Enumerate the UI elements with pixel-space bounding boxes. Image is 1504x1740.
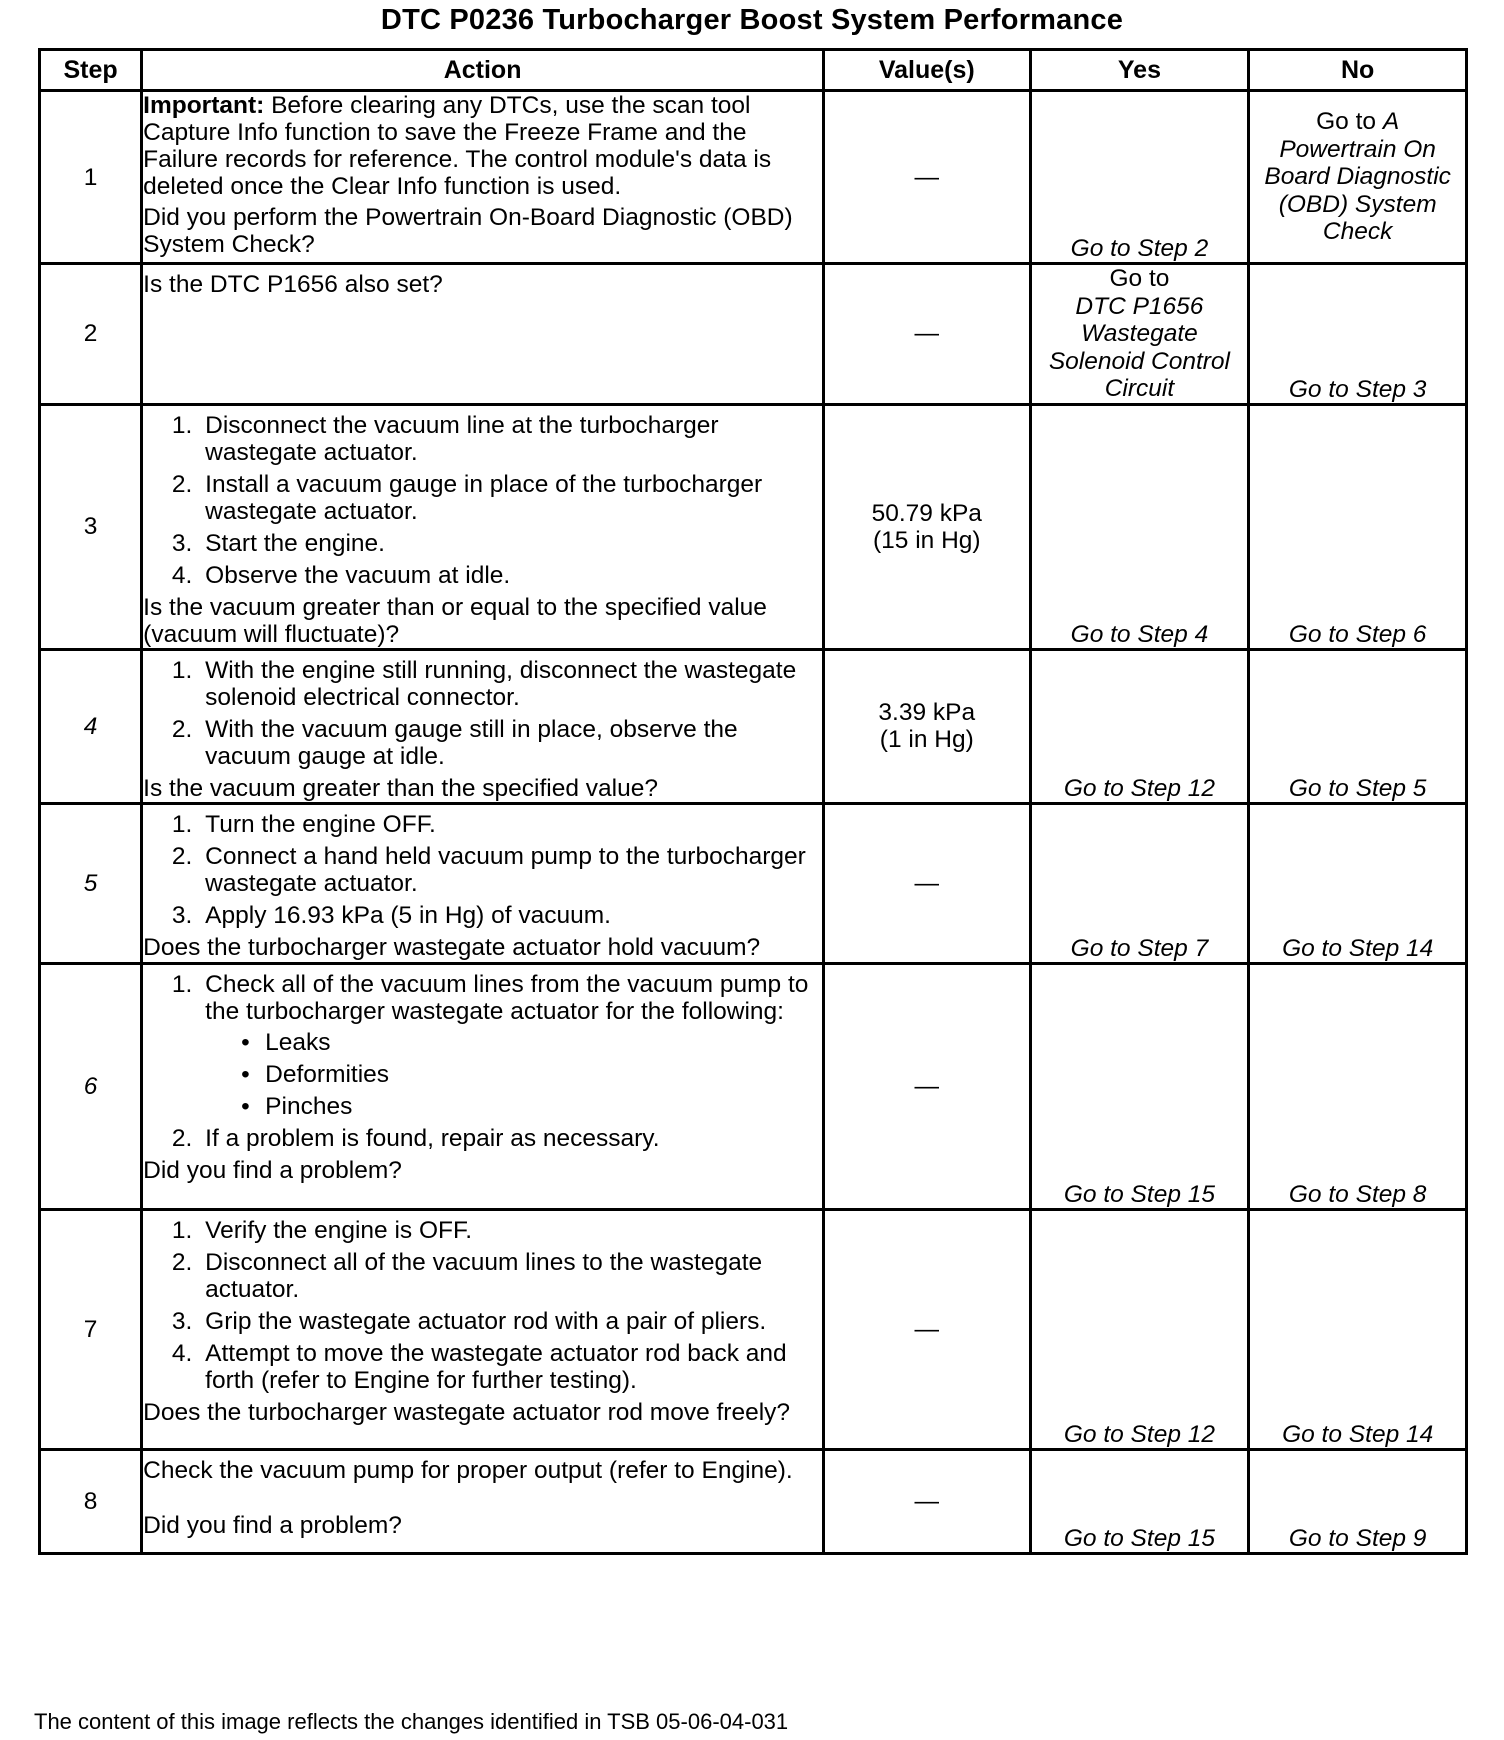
yes-cell[interactable] — [1030, 803, 1249, 963]
no-cell[interactable] — [1249, 1449, 1467, 1553]
substep-list — [143, 1217, 822, 1394]
action-cell — [142, 1449, 824, 1553]
substep-list — [143, 971, 822, 1152]
step-number: 6 — [40, 963, 142, 1209]
value-cell: — — [824, 264, 1031, 405]
substep: 4. Attempt to move the wastegate actuator rod back and forth (refer to Engine for further testing). — [199, 1340, 822, 1394]
substep: 3. Apply 16.93 kPa (5 in Hg) of vacuum. — [199, 902, 822, 929]
step-number: 3 — [40, 404, 142, 649]
yes-prefix: Go to — [1109, 265, 1170, 292]
yes-cell[interactable] — [1030, 1449, 1249, 1553]
value-cell: — — [824, 803, 1031, 963]
yes-cell[interactable] — [1030, 264, 1249, 405]
yes-link[interactable]: Go to Step 15 — [1063, 1180, 1216, 1208]
no-cell[interactable] — [1249, 264, 1467, 405]
header-step: Step — [40, 50, 142, 91]
no-prefix: Go to — [1316, 108, 1383, 136]
table-row-step-4 — [40, 649, 1467, 803]
table-header-row — [40, 50, 1467, 91]
yes-link[interactable]: Go to Step 2 — [1070, 235, 1209, 262]
page-title: DTC P0236 Turbocharger Boost System Performance — [380, 4, 1124, 36]
action-cell — [142, 404, 824, 649]
value-imperial: (15 in Hg) — [872, 526, 981, 554]
value-cell — [824, 649, 1031, 803]
substep: 1. Disconnect the vacuum line at the turbocharger wastegate actuator. — [199, 412, 822, 466]
action-question: Does the turbocharger wastegate actuator hold vacuum? — [143, 933, 761, 961]
yes-link[interactable]: Go to Step 12 — [1063, 774, 1216, 802]
value-cell: — — [824, 963, 1031, 1209]
substep-list — [143, 412, 822, 589]
substep — [199, 971, 822, 1120]
no-cell[interactable] — [1249, 649, 1467, 803]
no-link[interactable] — [1250, 108, 1465, 246]
table-row-step-6 — [40, 963, 1467, 1209]
substep-text: Check all of the vacuum lines from the vacuum pump to the turbocharger wastegate actuator for the following: — [205, 970, 809, 1025]
yes-link[interactable]: Go to Step 15 — [1063, 1524, 1216, 1552]
action-instruction: Check the vacuum pump for proper output (refer to Engine). — [143, 1456, 793, 1484]
header-yes: Yes — [1030, 50, 1249, 91]
diagnostic-table — [38, 48, 1468, 1555]
table-row-step-8 — [40, 1449, 1467, 1553]
important-note — [143, 92, 822, 200]
header-no: No — [1249, 50, 1467, 91]
bullet-item: • Pinches — [241, 1093, 822, 1120]
action-question: Is the vacuum greater than or equal to the specified value (vacuum will fluctuate)? — [143, 593, 767, 648]
value-imperial: (1 in Hg) — [879, 726, 974, 753]
no-cell[interactable] — [1249, 803, 1467, 963]
no-link[interactable]: Go to Step 3 — [1288, 375, 1427, 403]
value-cell: — — [824, 1449, 1031, 1553]
substep: 1. With the engine still running, disconnect the wastegate solenoid electrical connector. — [199, 657, 822, 711]
important-text: Before clearing any DTCs, use the scan tool Capture Info function to save the Freeze Frame and the Failure records for reference. The control module's data is deleted once the Clear Info function is used. — [143, 92, 772, 200]
no-cell[interactable] — [1249, 963, 1467, 1209]
action-question: Is the DTC P1656 also set? — [143, 271, 443, 298]
yes-link[interactable]: DTC P1656 Wastegate Solenoid Control Circuit — [1048, 292, 1230, 402]
header-action: Action — [142, 50, 824, 91]
substep: 2. Install a vacuum gauge in place of the turbocharger wastegate actuator. — [199, 471, 822, 525]
table-row-step-5 — [40, 803, 1467, 963]
substep: 2. If a problem is found, repair as necessary. — [199, 1125, 822, 1152]
substep: 2. Disconnect all of the vacuum lines to the wastegate actuator. — [199, 1249, 822, 1303]
tsb-footnote: The content of this image reflects the changes identified in TSB 05-06-04-031 — [34, 1709, 789, 1734]
bullet-list — [205, 1029, 822, 1120]
no-link[interactable]: Go to Step 14 — [1282, 934, 1434, 962]
substep-list — [143, 811, 822, 929]
no-link-text[interactable]: A Powertrain On Board Diagnostic (OBD) System Check — [1264, 108, 1451, 246]
table-row-step-1 — [40, 91, 1467, 264]
substep: 4. Observe the vacuum at idle. — [199, 562, 822, 589]
yes-cell[interactable] — [1030, 1209, 1249, 1449]
action-question: Did you find a problem? — [143, 1156, 402, 1184]
action-cell — [142, 963, 824, 1209]
table-row-step-7 — [40, 1209, 1467, 1449]
value-metric: 3.39 kPa — [878, 699, 976, 726]
yes-link[interactable]: Go to Step 12 — [1063, 1420, 1216, 1448]
action-cell — [142, 1209, 824, 1449]
yes-cell[interactable] — [1030, 963, 1249, 1209]
important-label: Important: — [143, 92, 265, 119]
yes-cell[interactable] — [1030, 91, 1249, 264]
table-row-step-3 — [40, 404, 1467, 649]
no-cell[interactable] — [1249, 1209, 1467, 1449]
no-link[interactable]: Go to Step 14 — [1282, 1420, 1434, 1448]
substep: 3. Grip the wastegate actuator rod with a pair of pliers. — [199, 1308, 822, 1335]
action-question: Did you find a problem? — [143, 1511, 402, 1539]
substep: 3. Start the engine. — [199, 530, 822, 557]
bullet-item: • Leaks — [241, 1029, 822, 1056]
step-number: 2 — [40, 264, 142, 405]
value-cell: — — [824, 1209, 1031, 1449]
step-number: 8 — [40, 1449, 142, 1553]
table-row-step-2 — [40, 264, 1467, 405]
yes-link[interactable]: Go to Step 7 — [1070, 934, 1209, 962]
bullet-item: • Deformities — [241, 1061, 822, 1088]
no-link[interactable]: Go to Step 8 — [1288, 1180, 1427, 1208]
action-cell — [142, 803, 824, 963]
action-cell — [142, 264, 824, 405]
yes-cell[interactable] — [1030, 649, 1249, 803]
no-link[interactable]: Go to Step 5 — [1288, 774, 1427, 802]
no-cell[interactable] — [1249, 404, 1467, 649]
substep: 1. Turn the engine OFF. — [199, 811, 822, 838]
substep-list — [143, 657, 822, 770]
step-number: 4 — [40, 649, 142, 803]
action-question: Does the turbocharger wastegate actuator rod move freely? — [143, 1398, 791, 1426]
action-cell — [142, 649, 824, 803]
step-number: 5 — [40, 803, 142, 963]
no-cell[interactable] — [1249, 91, 1467, 264]
action-cell — [142, 91, 824, 264]
no-link[interactable]: Go to Step 6 — [1288, 620, 1427, 648]
action-question: Is the vacuum greater than the specified value? — [143, 774, 658, 802]
substep: 2. Connect a hand held vacuum pump to the turbocharger wastegate actuator. — [199, 843, 822, 897]
action-question: Did you perform the Powertrain On-Board Diagnostic (OBD) System Check? — [143, 204, 793, 258]
yes-link[interactable]: Go to Step 4 — [1070, 620, 1209, 648]
substep: 2. With the vacuum gauge still in place, observe the vacuum gauge at idle. — [199, 716, 822, 770]
no-link[interactable]: Go to Step 9 — [1288, 1524, 1427, 1552]
substep: 1. Verify the engine is OFF. — [199, 1217, 822, 1244]
header-values: Value(s) — [824, 50, 1031, 91]
value-cell: — — [824, 91, 1031, 264]
step-number: 1 — [40, 91, 142, 264]
value-cell — [824, 404, 1031, 649]
value-metric: 50.79 kPa — [871, 499, 982, 527]
step-number: 7 — [40, 1209, 142, 1449]
yes-cell[interactable] — [1030, 404, 1249, 649]
